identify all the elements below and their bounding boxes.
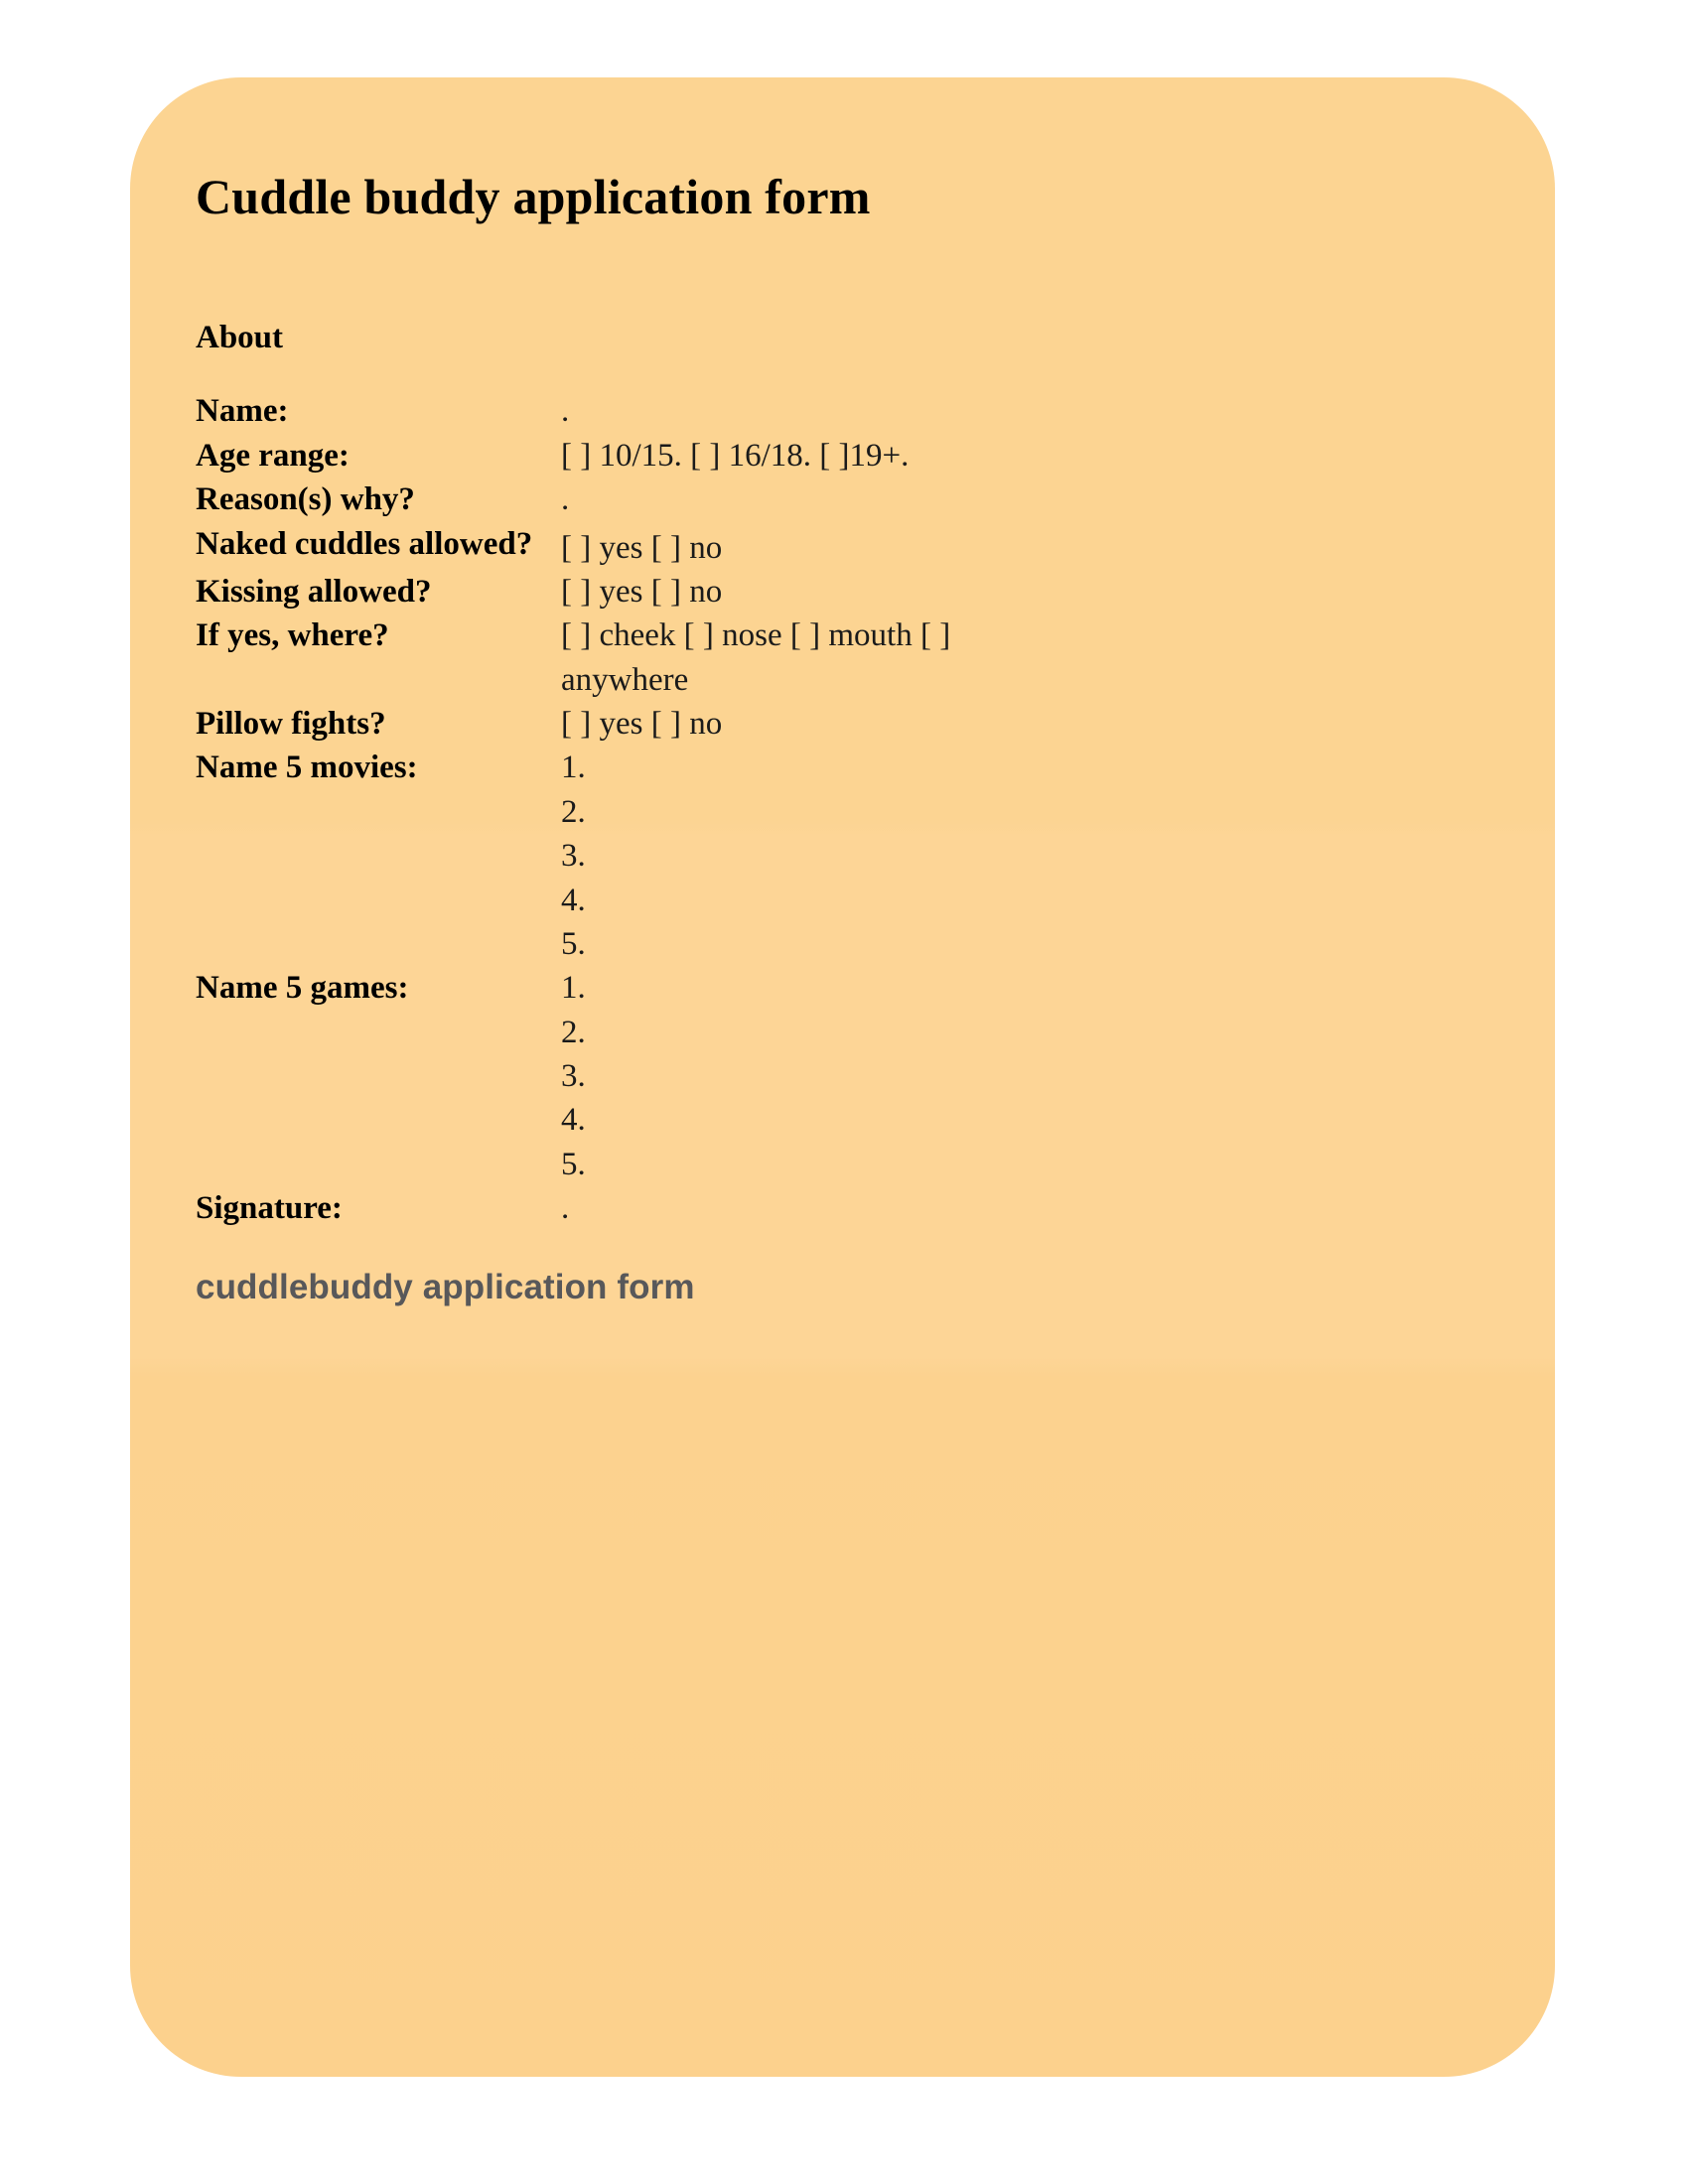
list-item[interactable]: 3. bbox=[561, 838, 586, 875]
label-signature: Signature: bbox=[196, 1190, 343, 1227]
form-card-content bbox=[130, 77, 1555, 2077]
label-pillow-fights: Pillow fights? bbox=[196, 706, 386, 742]
row-spacer bbox=[196, 359, 1495, 389]
list-item[interactable]: 2. bbox=[561, 793, 586, 830]
field-row-kissing-where bbox=[196, 614, 1495, 702]
field-row-age-range bbox=[196, 434, 1495, 478]
value-naked-cuddles-checkboxes[interactable]: [ ] yes [ ] no bbox=[561, 529, 723, 566]
list-item[interactable]: 3. bbox=[561, 1058, 586, 1094]
application-form bbox=[196, 316, 1495, 1231]
field-row-kissing bbox=[196, 570, 1495, 614]
field-row-movies bbox=[196, 746, 1495, 966]
label-name-5-games: Name 5 games: bbox=[196, 970, 409, 1007]
label-name: Name: bbox=[196, 393, 289, 430]
field-row-signature bbox=[196, 1186, 1495, 1230]
form-card bbox=[130, 77, 1555, 2077]
list-item[interactable]: 1. bbox=[561, 750, 586, 786]
label-kissing: Kissing allowed? bbox=[196, 573, 432, 610]
field-row-games bbox=[196, 966, 1495, 1186]
value-signature[interactable]: . bbox=[561, 1190, 570, 1227]
field-row-naked-cuddles bbox=[196, 522, 1495, 570]
value-age-range-checkboxes[interactable]: [ ] 10/15. [ ] 16/18. [ ]19+. bbox=[561, 437, 910, 474]
label-reasons: Reason(s) why? bbox=[196, 481, 415, 518]
field-row-name bbox=[196, 389, 1495, 433]
list-item[interactable]: 4. bbox=[561, 882, 586, 918]
list-item[interactable]: 2. bbox=[561, 1014, 586, 1050]
list-item[interactable]: 4. bbox=[561, 1102, 586, 1139]
section-about bbox=[196, 316, 1495, 359]
value-kissing-where-checkboxes[interactable]: [ ] cheek [ ] nose [ ] mouth [ ] anywhere bbox=[561, 617, 951, 698]
label-naked-cuddles: Naked cuddles allowed? bbox=[196, 525, 533, 562]
field-row-pillow-fights bbox=[196, 702, 1495, 746]
value-pillow-fights-checkboxes[interactable]: [ ] yes [ ] no bbox=[561, 706, 723, 742]
footer-caption: cuddlebuddy application form bbox=[196, 1267, 695, 1306]
value-movies-list bbox=[561, 746, 1495, 966]
value-games-list bbox=[561, 966, 1495, 1186]
value-name[interactable]: . bbox=[561, 393, 570, 430]
value-reasons[interactable]: . bbox=[561, 481, 570, 518]
list-item[interactable]: 5. bbox=[561, 1146, 586, 1182]
section-heading-about: About bbox=[196, 320, 284, 355]
value-kissing-checkboxes[interactable]: [ ] yes [ ] no bbox=[561, 573, 723, 610]
list-item[interactable]: 5. bbox=[561, 925, 586, 962]
label-kissing-where: If yes, where? bbox=[196, 617, 389, 654]
page-title: Cuddle buddy application form bbox=[196, 169, 871, 224]
list-item[interactable]: 1. bbox=[561, 970, 586, 1007]
label-age-range: Age range: bbox=[196, 437, 350, 474]
field-row-reasons bbox=[196, 478, 1495, 521]
label-name-5-movies: Name 5 movies: bbox=[196, 750, 418, 786]
